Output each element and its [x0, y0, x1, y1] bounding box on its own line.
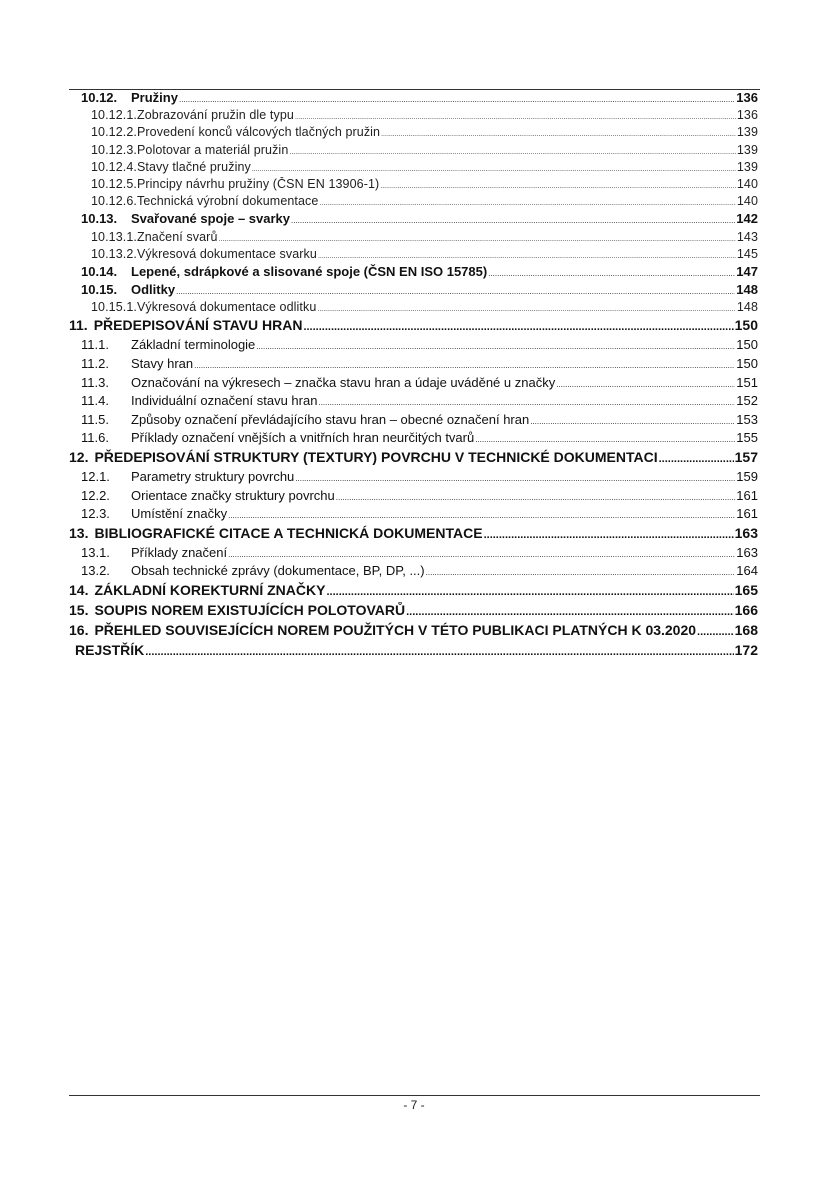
- toc-entry-page: 168: [734, 621, 758, 638]
- toc-entry-title: Zobrazování pružin dle typu: [136, 108, 294, 123]
- toc-entry[interactable]: [69, 449, 758, 469]
- toc-entry-page: 165: [734, 581, 758, 598]
- dot-leader: [289, 149, 735, 156]
- dot-leader: [475, 435, 735, 444]
- toc-entry[interactable]: [69, 143, 758, 160]
- toc-entry[interactable]: [69, 506, 758, 525]
- toc-entry-page: 161: [736, 506, 758, 522]
- toc-entry-page: 152: [736, 393, 758, 409]
- toc-entry[interactable]: [69, 525, 758, 545]
- dot-leader: [326, 586, 733, 598]
- toc-entry-title: Základní terminologie: [131, 337, 256, 353]
- toc-entry-page: 142: [736, 211, 758, 227]
- dot-leader: [228, 550, 735, 559]
- dot-leader: [194, 361, 735, 370]
- toc-entry[interactable]: [69, 90, 758, 108]
- toc-entry-number: 10.13.: [81, 211, 118, 227]
- toc-entry-title: Lepené, sdrápkové a slisované spoje (ČSN EN ISO 15785): [131, 263, 488, 279]
- toc-entry-title: Značení svarů: [136, 229, 218, 244]
- toc-entry-page: 148: [736, 282, 758, 298]
- toc-entry-title: Svařované spoje – svarky: [131, 211, 290, 227]
- dot-leader: [336, 493, 736, 502]
- toc-entry-page: 153: [736, 411, 758, 427]
- toc-entry[interactable]: [69, 356, 758, 375]
- toc-entry-title: Umístění značky: [131, 506, 228, 522]
- dot-leader: [291, 216, 735, 225]
- toc-entry-title: Označování na výkresech – značka stavu hran a údaje uváděné u značky: [131, 374, 556, 390]
- toc-entry-number: 10.13.2.: [91, 246, 137, 261]
- toc-entry-page: 172: [734, 641, 758, 658]
- toc-entry-page: 140: [736, 194, 758, 209]
- toc-entry[interactable]: [69, 337, 758, 356]
- toc-entry[interactable]: [69, 247, 758, 264]
- toc-entry-title: REJSTŘÍK: [75, 641, 145, 658]
- toc-entry-page: 145: [736, 246, 758, 261]
- toc-entry-title: PŘEHLED SOUVISEJÍCÍCH NOREM POUŽITÝCH V TÉTO PUBLIKACI PLATNÝCH K 03.2020: [94, 621, 697, 638]
- toc-entry[interactable]: [69, 582, 758, 602]
- toc-entry-page: 143: [736, 229, 758, 244]
- toc-entry-title: Individuální označení stavu hran: [131, 393, 318, 409]
- toc-entry-title: Způsoby označení převládajícího stavu hran – obecné označení hran: [131, 411, 530, 427]
- toc-entry-page: 159: [736, 469, 758, 484]
- toc-entry[interactable]: [69, 194, 758, 211]
- toc-entry-title: Orientace značky struktury povrchu: [131, 487, 335, 503]
- toc-entry[interactable]: [69, 602, 758, 622]
- toc-entry[interactable]: [69, 317, 758, 337]
- toc-entry-number: 12.3.: [81, 506, 110, 522]
- toc-entry-page: 136: [736, 108, 758, 123]
- dot-leader: [176, 287, 735, 296]
- toc-entry-page: 163: [736, 544, 758, 560]
- toc-entry[interactable]: [69, 488, 758, 507]
- toc-entry[interactable]: [69, 642, 758, 662]
- dot-leader: [319, 200, 735, 207]
- toc-entry[interactable]: [69, 563, 758, 582]
- dot-leader: [179, 95, 735, 104]
- toc-entry-page: 139: [736, 142, 758, 157]
- toc-entry-title: Příklady označení vnějších a vnitřních hran neurčitých tvarů: [131, 430, 475, 446]
- toc-entry-page: 166: [734, 601, 758, 618]
- toc-entry-number: 10.13.1.: [91, 229, 137, 244]
- dot-leader: [380, 183, 736, 190]
- toc-entry-page: 139: [736, 159, 758, 174]
- toc-entry-number: 11.5.: [81, 411, 109, 427]
- toc-entry-page: 151: [736, 374, 758, 390]
- dot-leader: [219, 236, 736, 243]
- toc-entry-number: 12.: [69, 449, 89, 465]
- toc-entry-number: 11.1.: [81, 337, 109, 353]
- toc-entry-page: 155: [736, 430, 758, 446]
- dot-leader: [317, 306, 735, 313]
- toc-entry-number: 10.12.1.: [91, 108, 137, 123]
- dot-leader: [318, 253, 736, 260]
- dot-leader: [252, 166, 736, 173]
- dot-leader: [256, 342, 735, 351]
- toc-entry-title: Stavy tlačné pružiny: [136, 159, 251, 174]
- toc-entry-number: 10.14.: [81, 263, 118, 279]
- dot-leader: [488, 269, 735, 278]
- toc-entry-page: 150: [734, 317, 758, 334]
- toc-entry-number: 11.4.: [81, 393, 109, 409]
- toc-entry-title: Výkresová dokumentace svarku: [136, 246, 317, 261]
- toc-entry[interactable]: [69, 264, 758, 282]
- dot-leader: [381, 131, 736, 138]
- toc-entry-page: 164: [736, 563, 758, 579]
- toc-entry[interactable]: [69, 469, 758, 488]
- table-of-contents: [69, 90, 758, 662]
- toc-entry-title: PŘEDEPISOVÁNÍ STRUKTURY (TEXTURY) POVRCHU V TECHNICKÉ DOKUMENTACI: [94, 449, 658, 465]
- dot-leader: [406, 606, 734, 618]
- toc-entry-page: 148: [736, 300, 758, 315]
- toc-entry-page: 150: [736, 337, 758, 353]
- toc-entry-title: Výkresová dokumentace odlitku: [136, 300, 317, 315]
- dot-leader: [228, 511, 735, 520]
- toc-entry-title: Principy návrhu pružiny (ČSN EN 13906-1): [136, 176, 380, 191]
- dot-leader: [697, 626, 734, 638]
- dot-leader: [318, 398, 735, 407]
- toc-entry-number: 14.: [69, 581, 89, 598]
- toc-entry-number: 10.12.5.: [91, 176, 137, 191]
- dot-leader: [659, 453, 734, 465]
- toc-entry[interactable]: [69, 430, 758, 449]
- dot-leader: [530, 417, 735, 426]
- toc-entry-number: 15.: [69, 601, 89, 618]
- toc-entry-number: 10.12.2.: [91, 125, 137, 140]
- dot-leader: [484, 529, 734, 541]
- toc-entry-page: 150: [736, 356, 758, 372]
- dot-leader: [426, 568, 736, 577]
- toc-entry-number: 10.12.4.: [91, 159, 137, 174]
- footer-rule: [69, 1095, 760, 1096]
- dot-leader: [295, 474, 735, 483]
- toc-entry-title: Obsah technické zprávy (dokumentace, BP, DP, ...): [131, 563, 425, 579]
- toc-entry-number: 16.: [69, 621, 89, 638]
- toc-entry-page: 140: [736, 176, 758, 191]
- toc-entry-title: Pružiny: [131, 90, 178, 105]
- toc-entry[interactable]: [69, 300, 758, 317]
- toc-entry[interactable]: [69, 177, 758, 194]
- toc-entry-page: 161: [736, 487, 758, 503]
- toc-entry-number: 10.15.: [81, 282, 118, 298]
- toc-entry-number: 10.12.3.: [91, 142, 137, 157]
- toc-entry[interactable]: [69, 412, 758, 431]
- toc-entry-title: ZÁKLADNÍ KOREKTURNÍ ZNAČKY: [94, 581, 326, 598]
- toc-entry-page: 136: [736, 90, 758, 105]
- toc-entry-title: Provedení konců válcových tlačných pružin: [136, 125, 381, 140]
- toc-entry-number: 13.1.: [81, 544, 110, 560]
- toc-entry-page: 163: [734, 524, 758, 541]
- toc-entry[interactable]: [69, 230, 758, 247]
- toc-entry-title: Stavy hran: [131, 356, 194, 372]
- toc-entry-number: 13.2.: [81, 563, 110, 579]
- toc-entry-number: 12.1.: [81, 469, 110, 484]
- toc-entry-title: Polotovar a materiál pružin: [136, 142, 289, 157]
- toc-entry[interactable]: [69, 375, 758, 394]
- toc-entry-page: 147: [736, 263, 758, 279]
- toc-entry-page: 139: [736, 125, 758, 140]
- toc-entry-number: 11.2.: [81, 356, 109, 372]
- toc-entry-title: BIBLIOGRAFICKÉ CITACE A TECHNICKÁ DOKUMENTACE: [94, 524, 483, 541]
- toc-entry-page: 157: [734, 449, 758, 465]
- dot-leader: [556, 380, 735, 389]
- toc-entry[interactable]: [69, 108, 758, 125]
- toc-entry-title: Technická výrobní dokumentace: [136, 194, 319, 209]
- toc-entry-number: 11.6.: [81, 430, 109, 446]
- toc-entry-number: 12.2.: [81, 487, 110, 503]
- toc-entry[interactable]: [69, 622, 758, 642]
- toc-entry-title: Parametry struktury povrchu: [131, 469, 295, 484]
- toc-entry-title: Příklady značení: [131, 544, 228, 560]
- toc-entry[interactable]: [69, 282, 758, 300]
- toc-entry-title: SOUPIS NOREM EXISTUJÍCÍCH POLOTOVARŮ: [94, 601, 406, 618]
- toc-entry-number: 11.3.: [81, 374, 109, 390]
- toc-entry-title: Odlitky: [131, 282, 176, 298]
- page-number: - 7 -: [403, 1098, 425, 1112]
- toc-entry-title: PŘEDEPISOVÁNÍ STAVU HRAN: [93, 317, 303, 334]
- toc-entry-number: 13.: [69, 524, 89, 541]
- toc-entry-number: 10.15.1.: [91, 300, 137, 315]
- toc-entry[interactable]: [69, 393, 758, 412]
- toc-entry[interactable]: [69, 545, 758, 564]
- dot-leader: [303, 321, 733, 333]
- toc-entry[interactable]: [69, 125, 758, 142]
- dot-leader: [295, 114, 736, 121]
- toc-entry-number: 11.: [69, 317, 88, 334]
- dot-leader: [145, 646, 733, 658]
- toc-entry-number: 10.12.6.: [91, 194, 137, 209]
- toc-entry[interactable]: [69, 211, 758, 229]
- toc-entry[interactable]: [69, 160, 758, 177]
- toc-entry-number: 10.12.: [81, 90, 118, 105]
